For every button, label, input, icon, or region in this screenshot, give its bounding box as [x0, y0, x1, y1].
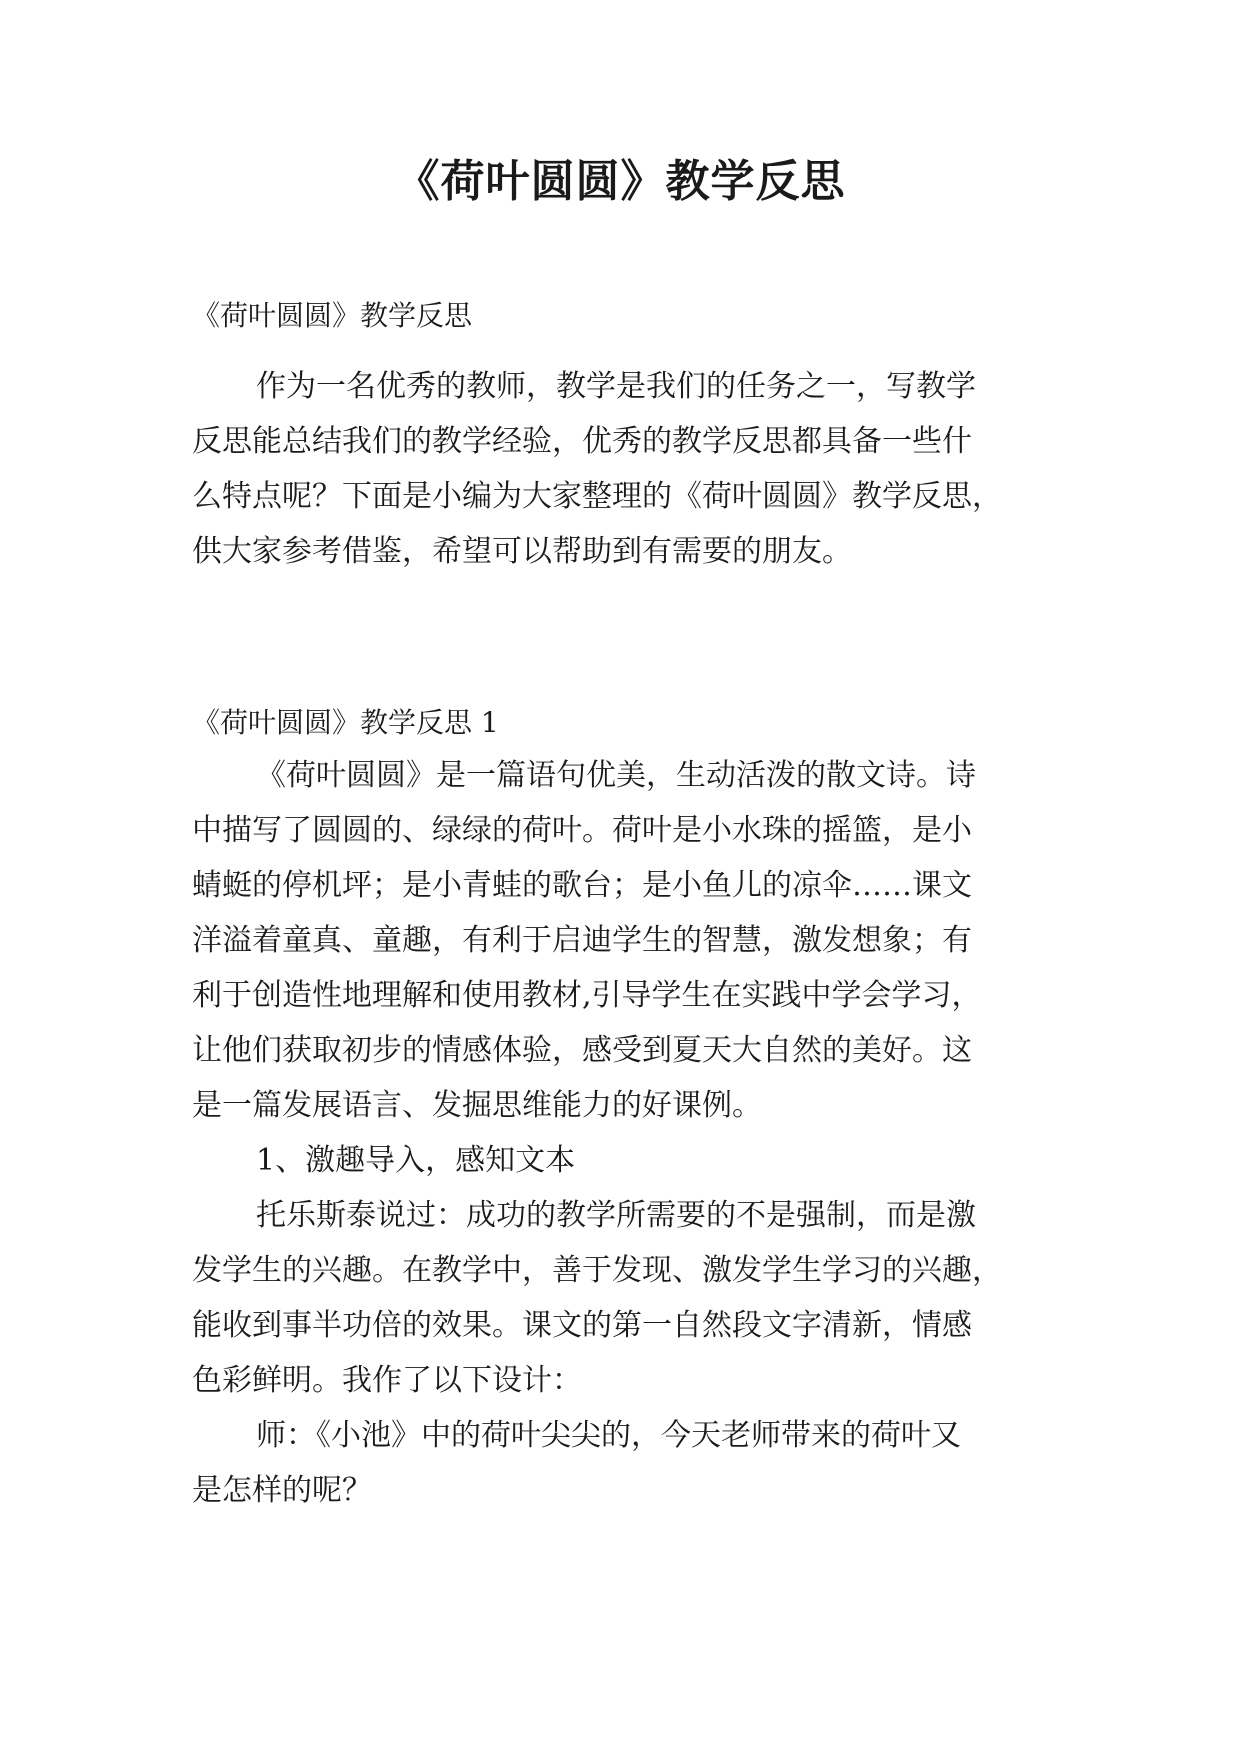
- document-subtitle: 《荷叶圆圆》教学反思: [192, 299, 473, 332]
- body-line: 是一篇发展语言、发掘思维能力的好课例。: [192, 1088, 762, 1123]
- body-line: 是怎样的呢？: [192, 1473, 372, 1508]
- body-line: 利于创造性地理解和使用教材,引导学生在实践中学会学习，: [192, 978, 982, 1013]
- intro-line: 么特点呢？下面是小编为大家整理的《荷叶圆圆》教学反思，: [192, 479, 1002, 514]
- intro-paragraph: [192, 359, 1052, 579]
- body-line: 发学生的兴趣。在教学中，善于发现、激发学生学习的兴趣，: [192, 1253, 1002, 1288]
- intro-line: 作为一名优秀的教师，教学是我们的任务之一，写教学: [256, 369, 976, 404]
- body-line: 托乐斯泰说过：成功的教学所需要的不是强制，而是激: [256, 1198, 976, 1233]
- body-line: 能收到事半功倍的效果。课文的第一自然段文字清新，情感: [192, 1308, 972, 1343]
- section-body: [192, 748, 1052, 1518]
- numbered-subheading: 1、激趣导入，感知文本: [256, 1143, 576, 1178]
- body-line: 让他们获取初步的情感体验，感受到夏天大自然的美好。这: [192, 1033, 972, 1068]
- intro-line: 反思能总结我们的教学经验，优秀的教学反思都具备一些什: [192, 424, 972, 459]
- document-title: 《荷叶圆圆》教学反思: [395, 156, 846, 207]
- body-line: 洋溢着童真、童趣，有利于启迪学生的智慧，激发想象；有: [192, 923, 972, 958]
- body-line: 师：《小池》中的荷叶尖尖的，今天老师带来的荷叶又: [256, 1418, 961, 1453]
- intro-line: 供大家参考借鉴，希望可以帮助到有需要的朋友。: [192, 534, 852, 569]
- section-heading: 《荷叶圆圆》教学反思 1: [192, 706, 499, 739]
- body-line: 色彩鲜明。我作了以下设计：: [192, 1363, 582, 1398]
- body-line: 中描写了圆圆的、绿绿的荷叶。荷叶是小水珠的摇篮，是小: [192, 813, 972, 848]
- body-line: 蜻蜓的停机坪；是小青蛙的歌台；是小鱼儿的凉伞……课文: [192, 868, 972, 903]
- body-line: 《荷叶圆圆》是一篇语句优美，生动活泼的散文诗。诗: [256, 758, 976, 793]
